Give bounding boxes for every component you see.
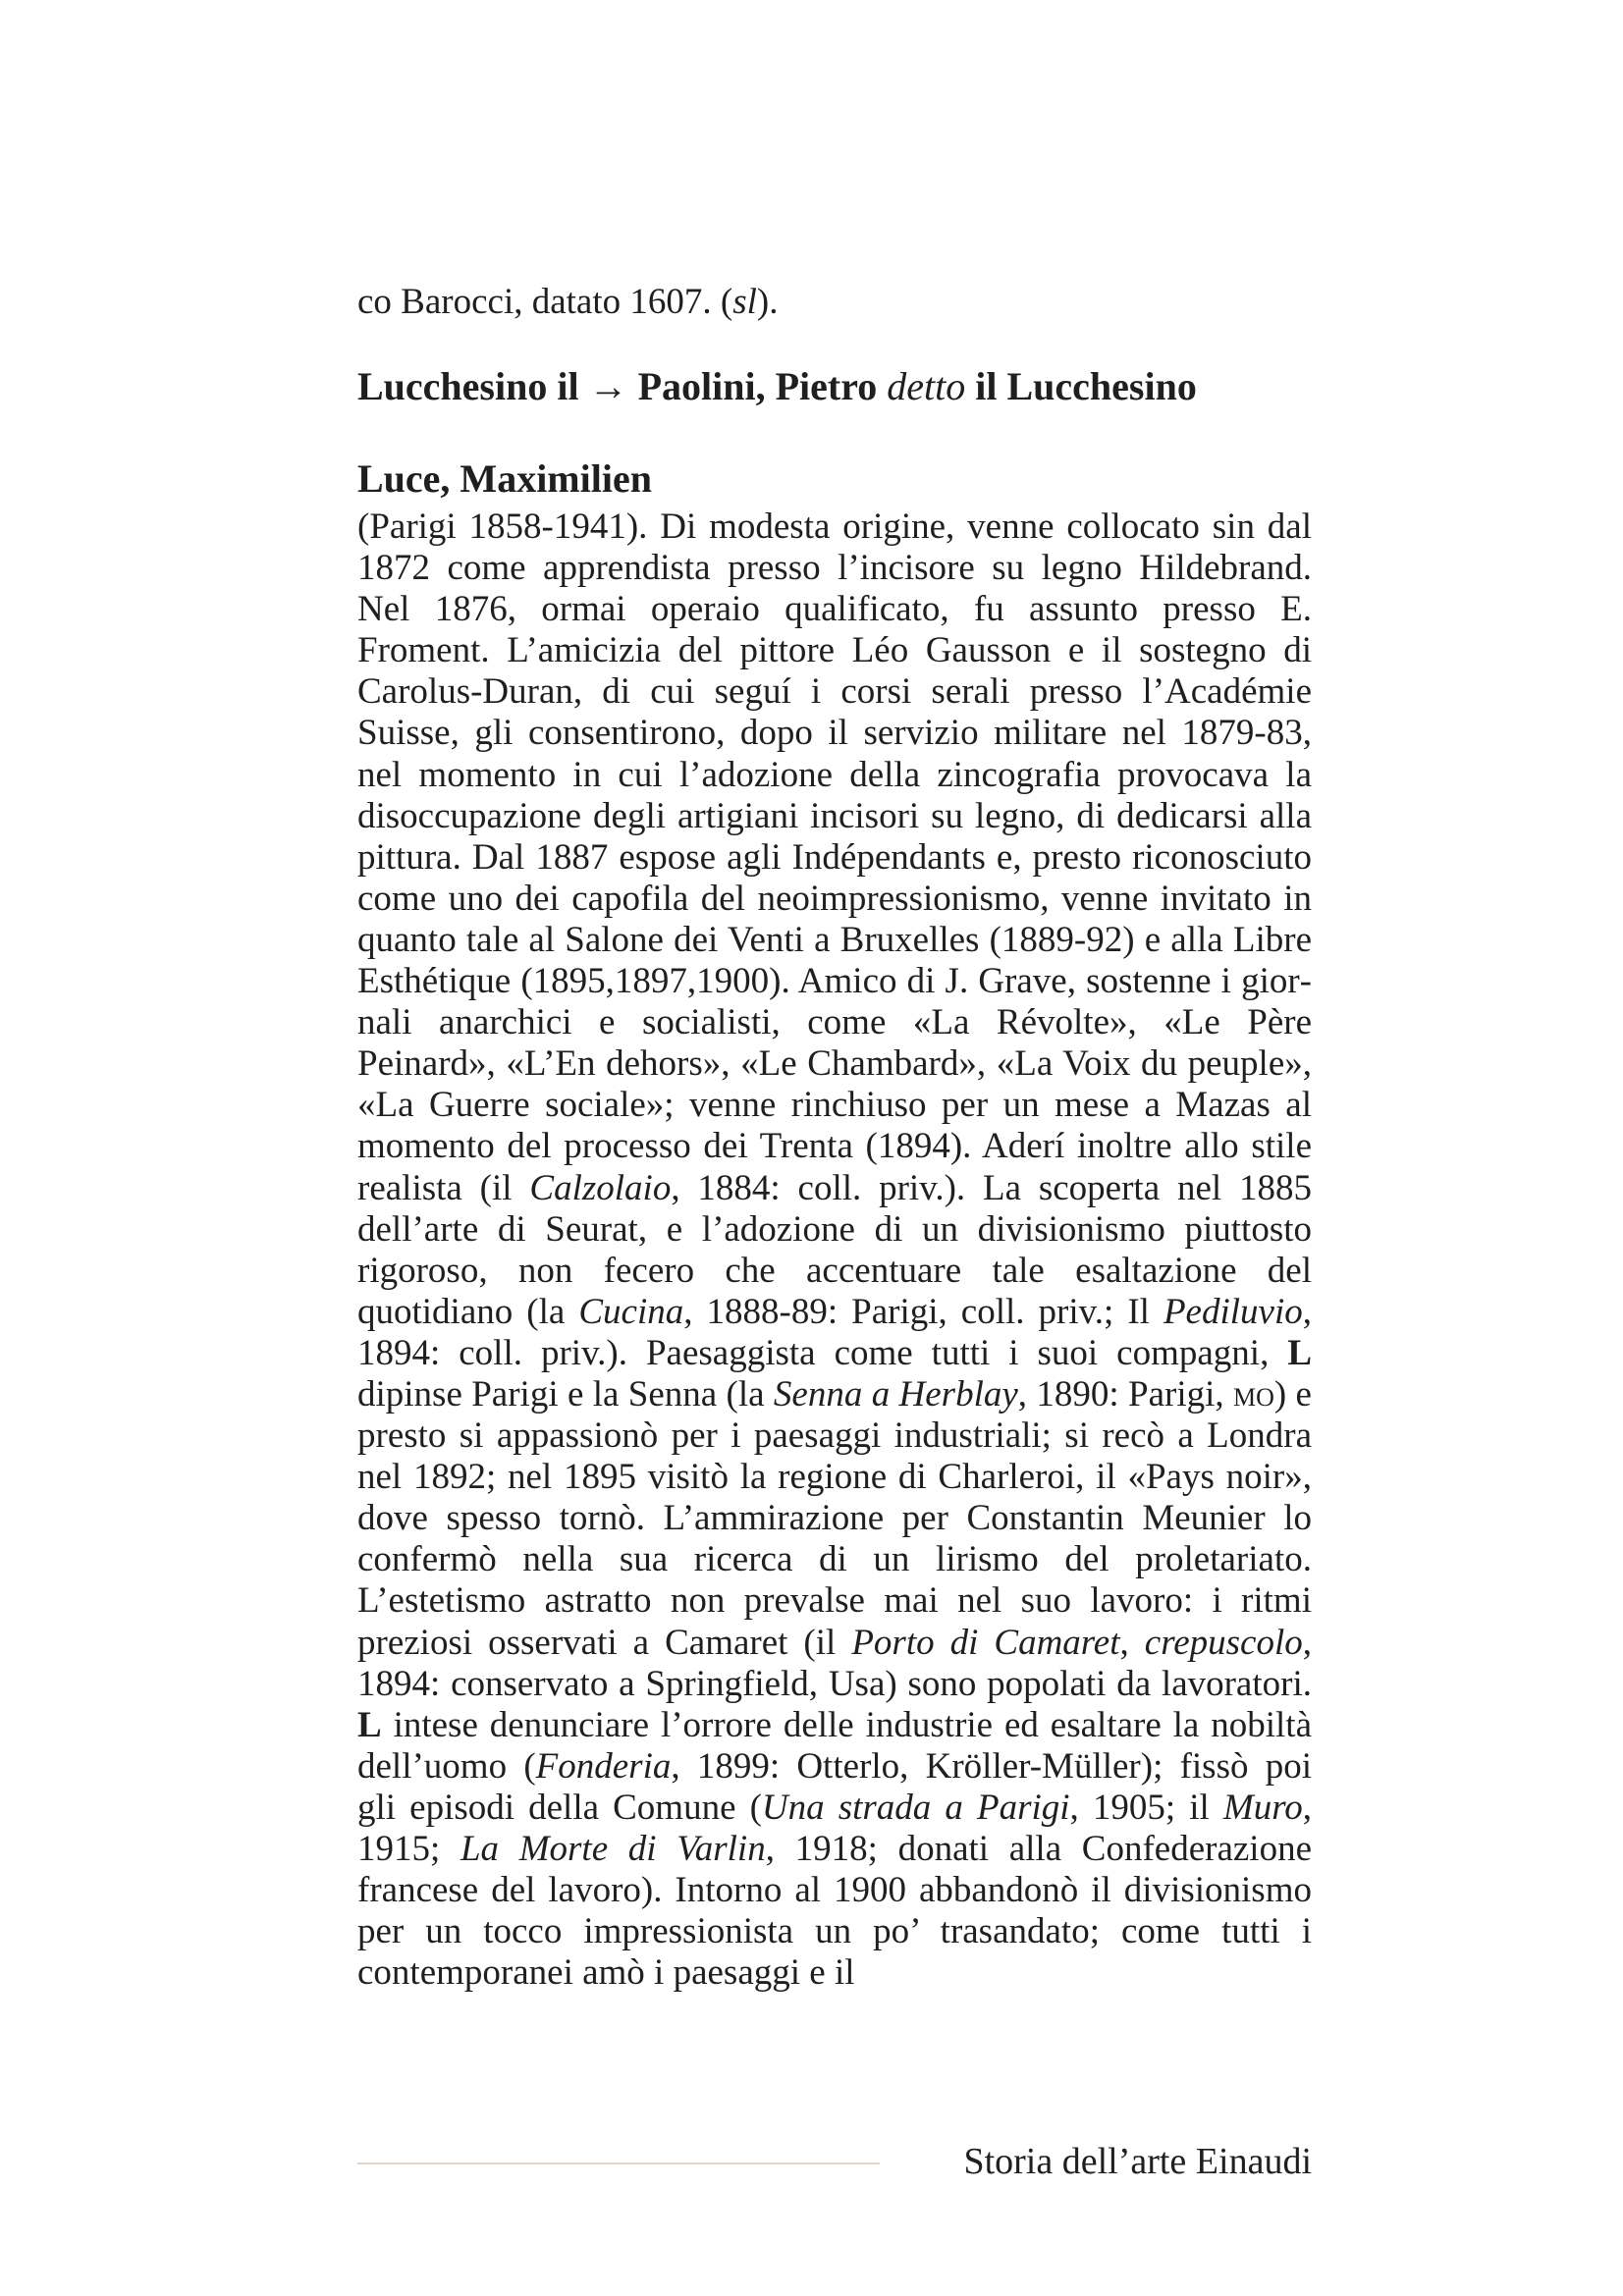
footer-title: Storia dell’arte Einaudi: [963, 2141, 1312, 2182]
entry-title: Luce, Maximilien: [357, 456, 652, 501]
artwork-title: Fonderia: [535, 1745, 672, 1787]
text-run: (Parigi 1858-1941). Di modesta origine, venne collocato sin dal 1872 come apprendista presso l’incisore su legno Hildebrand. Nel 1876, ormai operaio qualificato, fu assunto presso E. Froment. L’amicizia del pittore Léo Gausson e il sostegno di Carolus-Duran, di cui seguí i corsi serali presso l’Académie Suisse, gli consentirono, dopo il servizio militare nel 1879-83, nel momento in cui l’adozione della zincografia provocava la disoccupazione degli artigiani incisori su legno, di dedicarsi alla pittura. Dal 1887 espose agli Indépendants e, presto riconosciuto come uno dei capofila del neoimpressionismo, venne invitato in quanto tale al Salone dei Venti a Bruxelles (1889-92) e alla Libre Esthétique (1895,1897,1900). Amico di J. Grave, sostenne i giornali anarchici e socialisti, come «La Révolte», «Le Père Peinard», «L’En dehors», «Le Chambard», «La Voix du peuple», «La Guerre sociale»; venne rinchiuso per un mese a Mazas al momento del processo dei Trenta (1894). Aderí inoltre allo stile realista (il: [357, 507, 1312, 1208]
artwork-title: Cucina: [578, 1291, 684, 1332]
artwork-title: La Morte di Varlin: [460, 1829, 766, 1869]
artist-initial: L: [357, 1704, 382, 1745]
cross-ref-detto: detto: [887, 364, 966, 408]
text-run: ,: [1119, 1622, 1145, 1663]
text-run: ) e presto si appassionò per i paesaggi industriali; si recò a Londra nel 1892; nel 1895 visitò la regione di Charleroi, il «Pays noir», dove spesso tornò. L’ammirazione per Constantin Meunier lo confermò nella sua ricerca di un lirismo del proletariato. L’estetismo astratto non prevalse mai nel suo lavoro: i ritmi preziosi osservati a Camaret (il: [357, 1373, 1312, 1663]
artwork-title: Calzolaio: [529, 1167, 672, 1208]
text-run: , 1884: coll. priv.). La scoperta nel 1885 dell’arte di Seurat, e l’adozione di un divisionismo piuttosto rigoroso, non fecero che accentuare tale esaltazione del quotidiano (la: [357, 1167, 1312, 1332]
cross-ref-term: Lucchesino il: [357, 364, 579, 408]
artwork-title: crepuscolo: [1144, 1622, 1303, 1663]
fragment-text: co Barocci, datato 1607. (: [357, 282, 733, 322]
text-run: , 1894: conservato a Springfield, Usa) sono popolati da lavoratori.: [357, 1622, 1313, 1704]
text-run: dipinse Parigi e la Senna (la: [357, 1373, 774, 1415]
text-run: , 1899: Otterlo, Kröller-Müller); fissò poi gli episodi della Comune (: [357, 1745, 1312, 1828]
text-run: , 1915;: [357, 1787, 1312, 1869]
previous-entry-ending: [357, 277, 1312, 328]
entry-body: [357, 507, 1312, 1994]
text-run: , 1888-89: Parigi, coll. priv.; Il: [683, 1291, 1163, 1332]
cross-reference-heading: [357, 361, 1312, 412]
author-initials: sl: [732, 282, 757, 322]
artwork-title: Muro: [1222, 1787, 1303, 1828]
artwork-title: Una strada a Parigi: [761, 1787, 1070, 1828]
fragment-end: ).: [756, 282, 779, 322]
arrow-right-icon: →: [588, 364, 628, 408]
museum-abbrev: mo: [1232, 1373, 1274, 1415]
artist-initial: L: [1287, 1332, 1312, 1373]
text-run: , 1894: coll. priv.). Paesaggista come tutti i suoi compagni,: [357, 1291, 1312, 1373]
cross-ref-target: Paolini, Pietro: [637, 364, 878, 408]
entry-paragraph: [357, 507, 1312, 1994]
artwork-title: Porto di Camaret: [851, 1622, 1120, 1663]
artwork-title: Senna a Herblay: [773, 1373, 1018, 1415]
text-run: , 1890: Parigi,: [1017, 1373, 1233, 1415]
text-run: , 1905; il: [1069, 1787, 1223, 1828]
text-run: intese denunciare l’orrore delle industrie ed esaltare la nobiltà dell’uomo (: [357, 1704, 1312, 1787]
text-run: , 1918; donati alla Confederazione francese del lavoro). Intorno al 1900 abbandonò il divisionismo per un tocco impressionista un po’ trasandato; come tutti i contemporanei amò i paesaggi e il: [357, 1829, 1312, 1994]
artwork-title: Pediluvio: [1163, 1291, 1303, 1332]
footer-rule: [357, 2163, 880, 2164]
cross-ref-target-suffix: il Lucchesino: [975, 364, 1197, 408]
